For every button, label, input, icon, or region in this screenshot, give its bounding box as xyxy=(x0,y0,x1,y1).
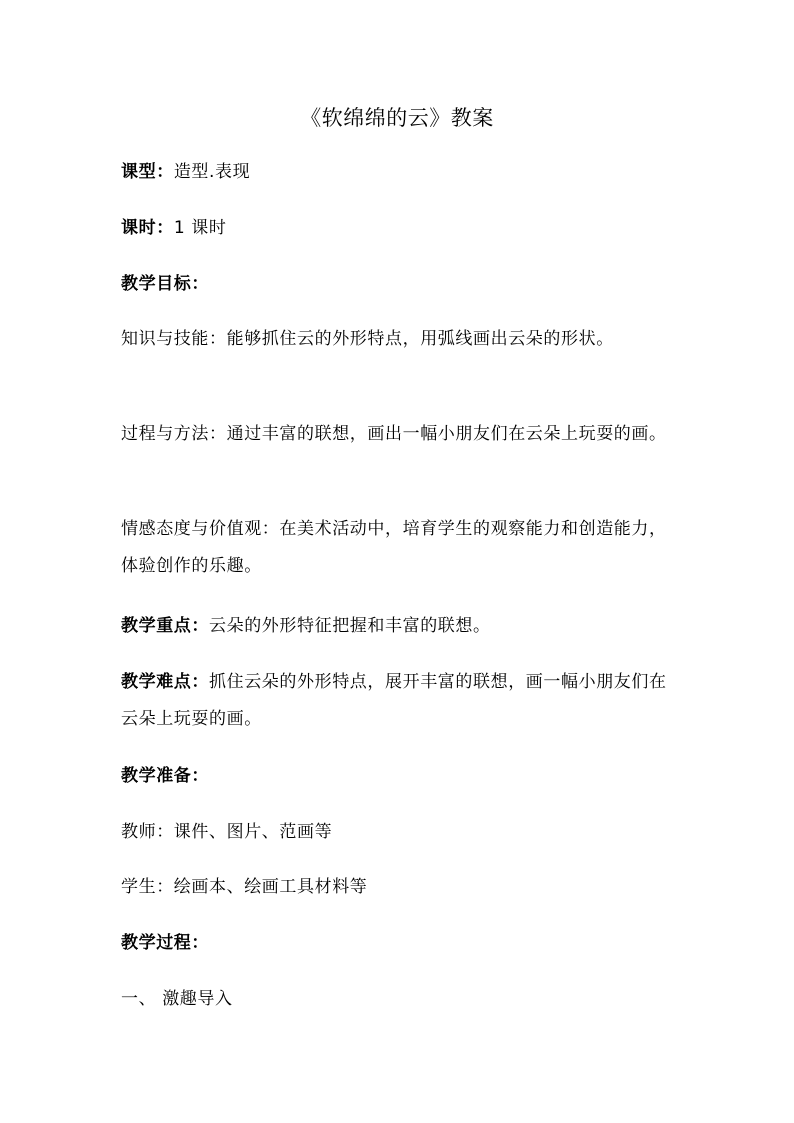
teaching-process-heading: 教学过程： xyxy=(121,933,209,953)
teaching-goals-heading: 教学目标： xyxy=(121,274,209,294)
class-hours-label: 课时： xyxy=(121,218,174,238)
difficult-points-value: 抓住云朵的外形特点，展开丰富的联想，画一幅小朋友们在云朵上玩耍的画。 xyxy=(121,672,667,729)
key-points-line xyxy=(121,608,681,645)
knowledge-skills-paragraph: 知识与技能：能够抓住云的外形特点，用弧线画出云朵的形状。 xyxy=(121,329,614,349)
emotion-values-paragraph: 情感态度与价值观：在美术活动中，培育学生的观察能力和创造能力，体验创作的乐趣。 xyxy=(121,519,667,576)
key-points-value: 云朵的外形特征把握和丰富的联想。 xyxy=(209,616,491,636)
class-hours-line xyxy=(121,210,681,247)
lesson-type-value: 造型.表现 xyxy=(173,162,251,182)
step-one-heading: 一、 激趣导入 xyxy=(121,989,233,1009)
teacher-prep-line: 教师：课件、图片、范画等 xyxy=(121,822,333,842)
lesson-type-line xyxy=(121,154,681,191)
lesson-type-label: 课型： xyxy=(121,162,174,182)
preparation-heading: 教学准备： xyxy=(121,766,209,786)
difficult-points-line xyxy=(121,664,681,738)
class-hours-value: 1 课时 xyxy=(173,218,227,238)
document-title: 《软绵绵的云》教案 xyxy=(300,106,494,130)
difficult-points-label: 教学难点： xyxy=(121,672,209,692)
key-points-label: 教学重点： xyxy=(121,616,209,636)
process-method-paragraph: 过程与方法：通过丰富的联想，画出一幅小朋友们在云朵上玩耍的画。 xyxy=(121,424,667,444)
student-prep-line: 学生：绘画本、绘画工具材料等 xyxy=(121,877,368,897)
